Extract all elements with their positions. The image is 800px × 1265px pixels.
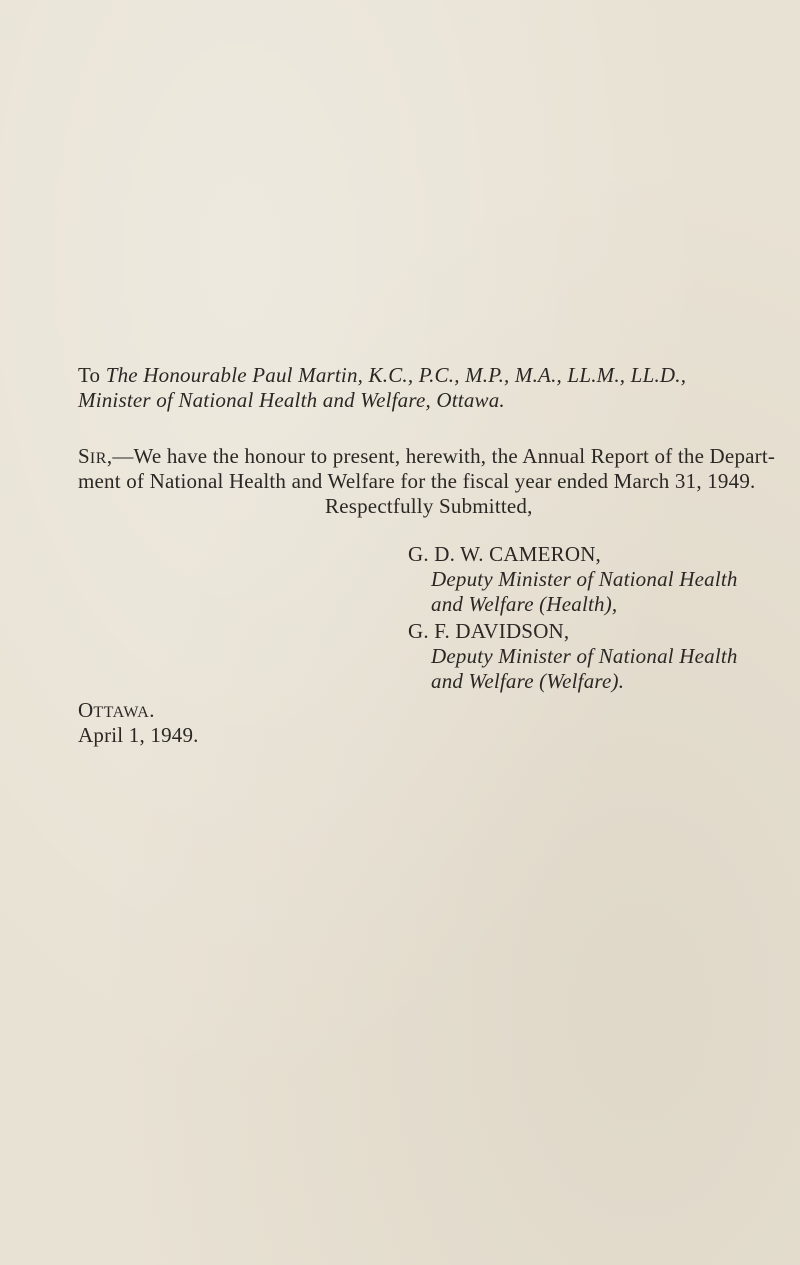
- signatory-2-title-line-1: Deputy Minister of National Health: [431, 644, 738, 668]
- place-punct: .: [149, 698, 155, 722]
- place-small-caps: TTAWA: [93, 704, 150, 721]
- to-word: To: [78, 363, 101, 387]
- signatory-1-name: G. D. W. CAMERON,: [408, 542, 602, 566]
- addressee-line-2: Minister of National Health and Welfare, Ottawa.: [78, 388, 505, 412]
- date: April 1, 1949.: [78, 723, 199, 747]
- body-line-1-text: ,—We have the honour to present, herewith, the Annual Report of the Depart-: [106, 444, 776, 468]
- body-line-2: ment of National Health and Welfare for the fiscal year ended March 31, 1949.: [78, 469, 756, 493]
- signatory-1-title-line-1: Deputy Minister of National Health: [431, 567, 738, 591]
- salutation-capital: S: [78, 444, 90, 468]
- closing: Respectfully Submitted,: [325, 494, 533, 518]
- signatory-2-name: G. F. DAVIDSON,: [408, 619, 570, 643]
- signatory-1-title-line-2: and Welfare (Health),: [431, 592, 618, 616]
- signatory-2-title-line-2: and Welfare (Welfare).: [431, 669, 625, 693]
- addressee-line-1: [78, 362, 686, 388]
- salutation-small-caps: IR: [89, 450, 107, 467]
- place-capital: O: [78, 698, 94, 722]
- addressee-name: The Honourable Paul Martin, K.C., P.C., M.P., M.A., LL.M., LL.D.,: [105, 363, 687, 387]
